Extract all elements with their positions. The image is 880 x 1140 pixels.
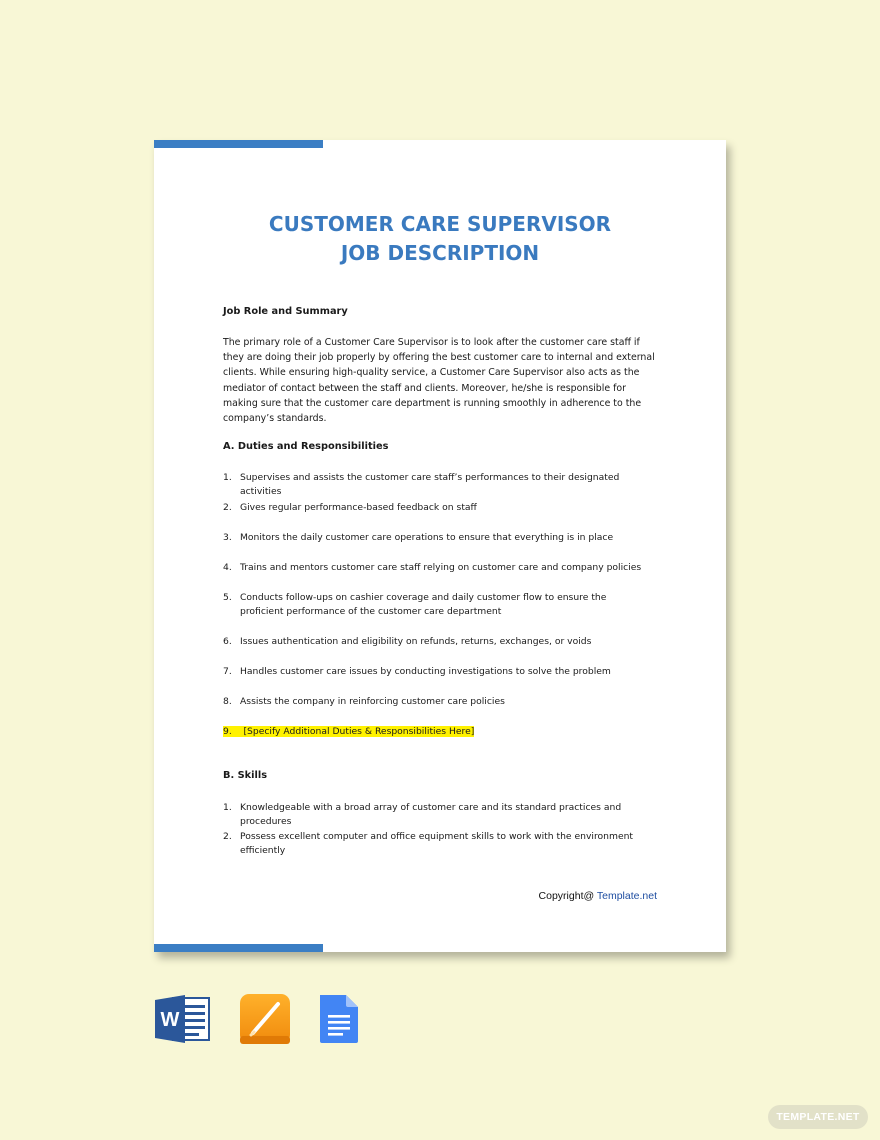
duty-item <box>223 471 663 499</box>
duty-text: Conducts follow-ups on cashier coverage and daily customer flow to ensure the proficient performance of the customer care department <box>240 592 607 617</box>
top-accent-bar <box>154 140 323 148</box>
duty-text: Trains and mentors customer care staff relying on customer care and company policies <box>240 562 642 573</box>
duty-number: 3. <box>223 532 232 543</box>
duty-item <box>223 561 663 575</box>
duty-text: Handles customer care issues by conducting investigations to solve the problem <box>240 666 611 677</box>
duty-text: Issues authentication and eligibility on refunds, returns, exchanges, or voids <box>240 636 592 647</box>
document-title <box>154 210 726 268</box>
duty-text: Supervises and assists the customer care staff’s performances to their designated activities <box>240 472 620 497</box>
duty-item <box>223 591 643 619</box>
duty-text: Assists the company in reinforcing customer care policies <box>240 696 505 707</box>
duties-heading: A. Duties and Responsibilities <box>223 441 389 452</box>
svg-text:W: W <box>160 1009 180 1031</box>
skill-text: Knowledgeable with a broad array of customer care and its standard practices and procedures <box>240 802 622 827</box>
bottom-accent-bar <box>154 944 323 952</box>
duty-text: [Specify Additional Duties & Responsibilities Here] <box>243 726 475 737</box>
duty-item <box>223 531 663 545</box>
title-line-2: JOB DESCRIPTION <box>340 241 540 265</box>
duty-text: Monitors the daily customer care operations to ensure that everything is in place <box>240 532 614 543</box>
duty-number: 7. <box>223 666 232 677</box>
duty-item-placeholder <box>223 725 663 739</box>
skill-number: 2. <box>223 831 232 842</box>
duty-text: Gives regular performance-based feedback on staff <box>240 502 477 513</box>
copyright-notice <box>539 890 657 902</box>
skill-text: Possess excellent computer and office equipment skills to work with the environment efficiently <box>240 831 634 856</box>
summary-heading: Job Role and Summary <box>223 306 348 317</box>
duty-number: 6. <box>223 636 232 647</box>
document-page <box>154 140 726 952</box>
duty-item <box>223 501 663 515</box>
skill-item <box>223 801 663 829</box>
skill-item <box>223 830 663 858</box>
duty-number: 5. <box>223 592 232 603</box>
duty-item <box>223 695 663 709</box>
duty-number: 1. <box>223 472 232 483</box>
duty-number: 2. <box>223 502 232 513</box>
duty-number: 4. <box>223 562 232 573</box>
duty-item <box>223 665 663 679</box>
duty-number: 9. <box>223 726 232 737</box>
summary-paragraph: The primary role of a Customer Care Supervisor is to look after the customer care staff if they are doing their job properly by offering the best customer care to internal and external clients. While ensuring high-quality service, a Customer Care Supervisor also acts as the mediator of contact between the staff and clients. Moreover, he/she is responsible for making sure that the customer care department is running smoothly in adherence to the company’s standards. <box>223 337 655 425</box>
title-line-1: CUSTOMER CARE SUPERVISOR <box>268 212 612 236</box>
template-net-link[interactable]: Template.net <box>596 890 657 902</box>
template-net-watermark: TEMPLATE.NET <box>768 1105 868 1129</box>
duty-number: 8. <box>223 696 232 707</box>
skills-heading: B. Skills <box>223 770 268 781</box>
skill-number: 1. <box>223 802 232 813</box>
word-icon[interactable] <box>155 993 211 1049</box>
pages-icon[interactable] <box>239 993 291 1049</box>
duty-item <box>223 635 663 649</box>
google-docs-icon[interactable] <box>318 993 360 1049</box>
copyright-prefix: Copyright@ <box>538 890 597 902</box>
placeholder-highlight <box>223 726 474 737</box>
